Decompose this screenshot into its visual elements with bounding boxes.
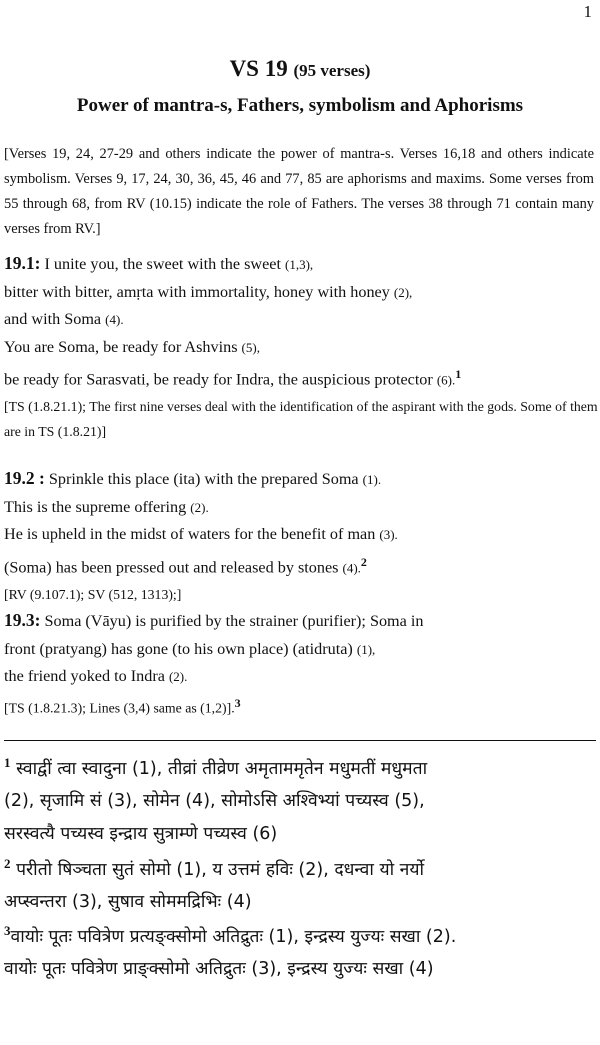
verse-19-2 (4, 465, 598, 607)
footnote-number: 3 (4, 923, 11, 938)
verse-text: and with Soma (4, 310, 102, 329)
verse-mark: (1,3), (285, 257, 314, 272)
verse-text: Sprinkle this place (ita) with the prepared Soma (48, 470, 359, 488)
verse-line (4, 361, 598, 394)
verse-line (4, 306, 598, 334)
verse-text: I unite you, the sweet with the sweet (44, 255, 281, 273)
verse-mark: (2). (190, 499, 209, 515)
verse-number: 19.2 : (4, 468, 45, 488)
verse-line (4, 334, 598, 362)
verse-line (4, 607, 598, 636)
verse-mark: (3). (379, 527, 398, 543)
footnote-number: 2 (4, 856, 11, 871)
verse-mark: (6). (436, 372, 456, 388)
verse-mark: (4). (342, 560, 361, 576)
footnote-line: $^3$वायोः पूतः पवित्रेण प्रत्यङ्क्सोमो अतिद्रुतः (1), इन्द्रस्य युज्यः सखा (2). (4, 923, 457, 947)
verse-text: Soma (Vāyu) is purified by the strainer (purifier); Soma in (44, 612, 424, 630)
footnote-3 (4, 915, 600, 986)
footnote-line: $^2$ परीतो षिञ्चता सुतं सोमो (1), य उत्तमं हविः (2), दधन्वा यो नर्यो (4, 856, 425, 880)
verse-mark: (4). (105, 312, 124, 328)
verse-line (4, 663, 598, 691)
verse-line (4, 250, 598, 279)
verse-19-3 (4, 607, 598, 720)
footnote-2 (4, 848, 600, 919)
verse-mark: (1), (356, 641, 376, 657)
verse-line (4, 549, 598, 582)
footnote-ref: 2 (360, 554, 367, 569)
verse-text: the friend yoked to Indra (4, 667, 165, 686)
verse-line (4, 465, 598, 494)
verse-number: 19.3: (4, 610, 41, 630)
intro-note: [Verses 19, 24, 27-29 and others indicate the power of mantra-s. Verses 16,18 and others indicate symbolism. Verses 9, 17, 24, 30, 36, 45, 46 and 77, 85 are aphorisms and maxims. Some verses from 55 through 68, from RV (10.15) indicate the role of Fathers. The verses 38 through 71 contain many verses from RV.] (4, 146, 594, 237)
page-number: 1 (583, 2, 592, 21)
verse-reference: [TS (1.8.21.3); Lines (3,4) same as (1,2)].$^3$ (4, 695, 241, 716)
verse-text: (Soma) has been pressed out and released by stones (4, 558, 339, 577)
verse-mark: (2). (168, 669, 188, 685)
verse-reference: [RV (9.107.1); SV (512, 1313);] (4, 586, 182, 602)
verse-text: He is upheld in the midst of waters for the benefit of man (4, 525, 376, 544)
page-title (0, 56, 600, 82)
footnote-number: 1 (4, 755, 11, 770)
verse-text: This is the supreme offering (4, 497, 187, 516)
page-subtitle: Power of mantra-s, Fathers, symbolism and Aphorisms (76, 95, 524, 116)
footnote-line: अप्स्वन्तरा (3), सुषाव सोममद्रिभिः (4) (4, 892, 252, 913)
footnote-divider (4, 740, 596, 741)
verse-line (4, 494, 598, 522)
footnote-line: सरस्वत्यै पच्यस्व इन्द्राय सुत्राम्णे पच्यस्व (6) (4, 823, 278, 844)
verse-mark: (2), (393, 284, 413, 300)
verse-text: bitter with bitter, amṛta with immortality, honey with honey (4, 282, 390, 301)
footnote-1 (4, 747, 600, 850)
verse-line (4, 279, 598, 307)
footnote-line: (2), सृजामि सं (3), सोमेन (4), सोमोऽसि अश्विभ्यां पच्यस्व (5), (4, 791, 425, 812)
verse-mark: (5), (241, 339, 260, 355)
title-verse-count: (95 verses) (293, 61, 371, 80)
verse-reference: [TS (1.8.21.1); The first nine verses deal with the identification of the aspirant with the gods. Some of them are in TS (1.8.21)] (4, 399, 598, 440)
verse-text: You are Soma, be ready for Ashvins (4, 337, 238, 356)
title-main: VS 19 (229, 56, 288, 81)
verse-mark: (1). (362, 472, 382, 487)
verse-text: front (pratyang) has gone (to his own place) (atidruta) (4, 639, 353, 658)
verse-line (4, 521, 598, 549)
footnote-line: वायोः पूतः पवित्रेण प्राङ्क्सोमो अतिद्रुतः (3), इन्द्रस्य युज्यः सखा (4) (4, 959, 434, 980)
footnote-line: $^1$ स्वाद्वीं त्वा स्वादुना (1), तीव्रां तीव्रेण अमृताममृतेन मधुमतीं मधुमता (4, 755, 428, 779)
verse-19-1 (4, 250, 598, 444)
verse-text: be ready for Sarasvati, be ready for Indra, the auspicious protector (4, 370, 433, 389)
verse-number: 19.1: (4, 253, 41, 273)
footnote-ref: 3 (234, 695, 241, 710)
verse-line (4, 636, 598, 664)
footnote-ref: 1 (455, 367, 462, 382)
